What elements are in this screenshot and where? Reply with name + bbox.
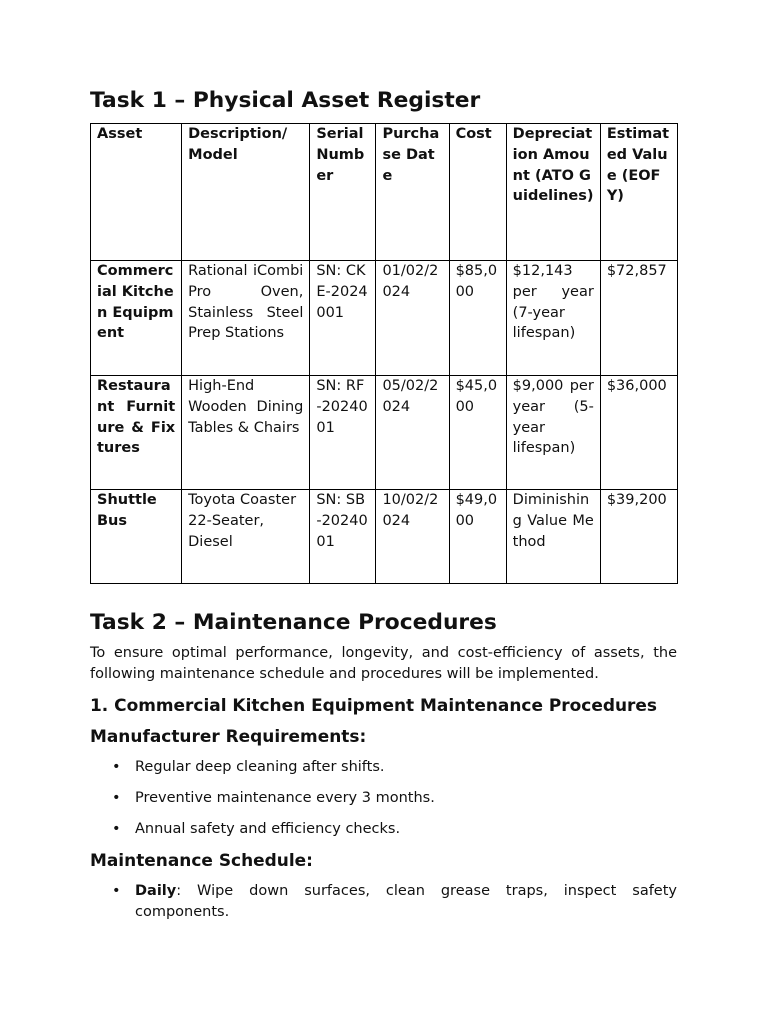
- list-item: [90, 819, 677, 840]
- column-header-serial-number: Serial Number: [310, 124, 376, 261]
- schedule-description: : Wipe down surfaces, clean grease traps, inspect safety components.: [135, 883, 677, 920]
- asset-name-cell: Shuttle Bus: [91, 490, 182, 584]
- serial-number-cell: SN: RF-2024001: [310, 376, 376, 490]
- task2-heading: Task 2 – Maintenance Procedures: [90, 610, 497, 635]
- list-item-text: Regular deep cleaning after shifts.: [135, 759, 385, 775]
- bullet-icon: •: [112, 790, 121, 806]
- table-row: [91, 261, 678, 376]
- bullet-icon: •: [112, 759, 121, 775]
- column-header-depreciation: Depreciation Amount (ATO Guidelines): [506, 124, 600, 261]
- table-row: [91, 490, 678, 584]
- maintenance-schedule-heading: Maintenance Schedule:: [90, 850, 313, 870]
- task2-intro-paragraph: To ensure optimal performance, longevity, and cost-efficiency of assets, the following maintenance schedule and procedures will be implemented.: [90, 645, 677, 682]
- table-header-row: [91, 124, 678, 261]
- description-cell: Rational iCombi Pro Oven, Stainless Steel Prep Stations: [182, 261, 310, 376]
- table-row: [91, 376, 678, 490]
- list-item: [90, 757, 677, 778]
- list-item-text: [135, 881, 677, 923]
- list-item: [90, 881, 677, 923]
- asset-name-cell: Commercial Kitchen Equipment: [91, 261, 182, 376]
- purchase-date-cell: 05/02/2024: [376, 376, 449, 490]
- column-header-asset: Asset: [91, 124, 182, 261]
- task1-heading: Task 1 – Physical Asset Register: [90, 88, 481, 113]
- manufacturer-requirements-list: [90, 757, 677, 840]
- column-header-estimated-value: Estimated Value (EOFY): [600, 124, 677, 261]
- list-item-text: Preventive maintenance every 3 months.: [135, 790, 435, 806]
- cost-cell: $85,000: [449, 261, 506, 376]
- bullet-icon: •: [112, 821, 121, 837]
- section1-heading: 1. Commercial Kitchen Equipment Maintenance Procedures: [90, 695, 657, 715]
- schedule-term: Daily: [135, 883, 177, 899]
- serial-number-cell: SN: SB-2024001: [310, 490, 376, 584]
- cost-cell: $45,000: [449, 376, 506, 490]
- document-page: [90, 90, 677, 933]
- bullet-icon: •: [112, 883, 121, 899]
- description-cell: High-End Wooden Dining Tables & Chairs: [182, 376, 310, 490]
- depreciation-cell: Diminishing Value Method: [506, 490, 600, 584]
- column-header-description: Description/ Model: [182, 124, 310, 261]
- purchase-date-cell: 10/02/2024: [376, 490, 449, 584]
- purchase-date-cell: 01/02/2024: [376, 261, 449, 376]
- serial-number-cell: SN: CKE-2024001: [310, 261, 376, 376]
- maintenance-schedule-list: [90, 881, 677, 923]
- asset-register-table: [90, 123, 678, 584]
- manufacturer-requirements-heading: Manufacturer Requirements:: [90, 726, 367, 746]
- estimated-value-cell: $36,000: [600, 376, 677, 490]
- estimated-value-cell: $39,200: [600, 490, 677, 584]
- column-header-cost: Cost: [449, 124, 506, 261]
- asset-name-cell: Restaurant Furniture & Fixtures: [91, 376, 182, 490]
- list-item-text: Annual safety and efficiency checks.: [135, 821, 401, 837]
- cost-cell: $49,000: [449, 490, 506, 584]
- list-item: [90, 788, 677, 809]
- depreciation-cell: $12,143 per year (7-year lifespan): [506, 261, 600, 376]
- description-cell: Toyota Coaster 22-Seater, Diesel: [182, 490, 310, 584]
- depreciation-cell: $9,000 per year (5-year lifespan): [506, 376, 600, 490]
- column-header-purchase-date: Purchase Date: [376, 124, 449, 261]
- estimated-value-cell: $72,857: [600, 261, 677, 376]
